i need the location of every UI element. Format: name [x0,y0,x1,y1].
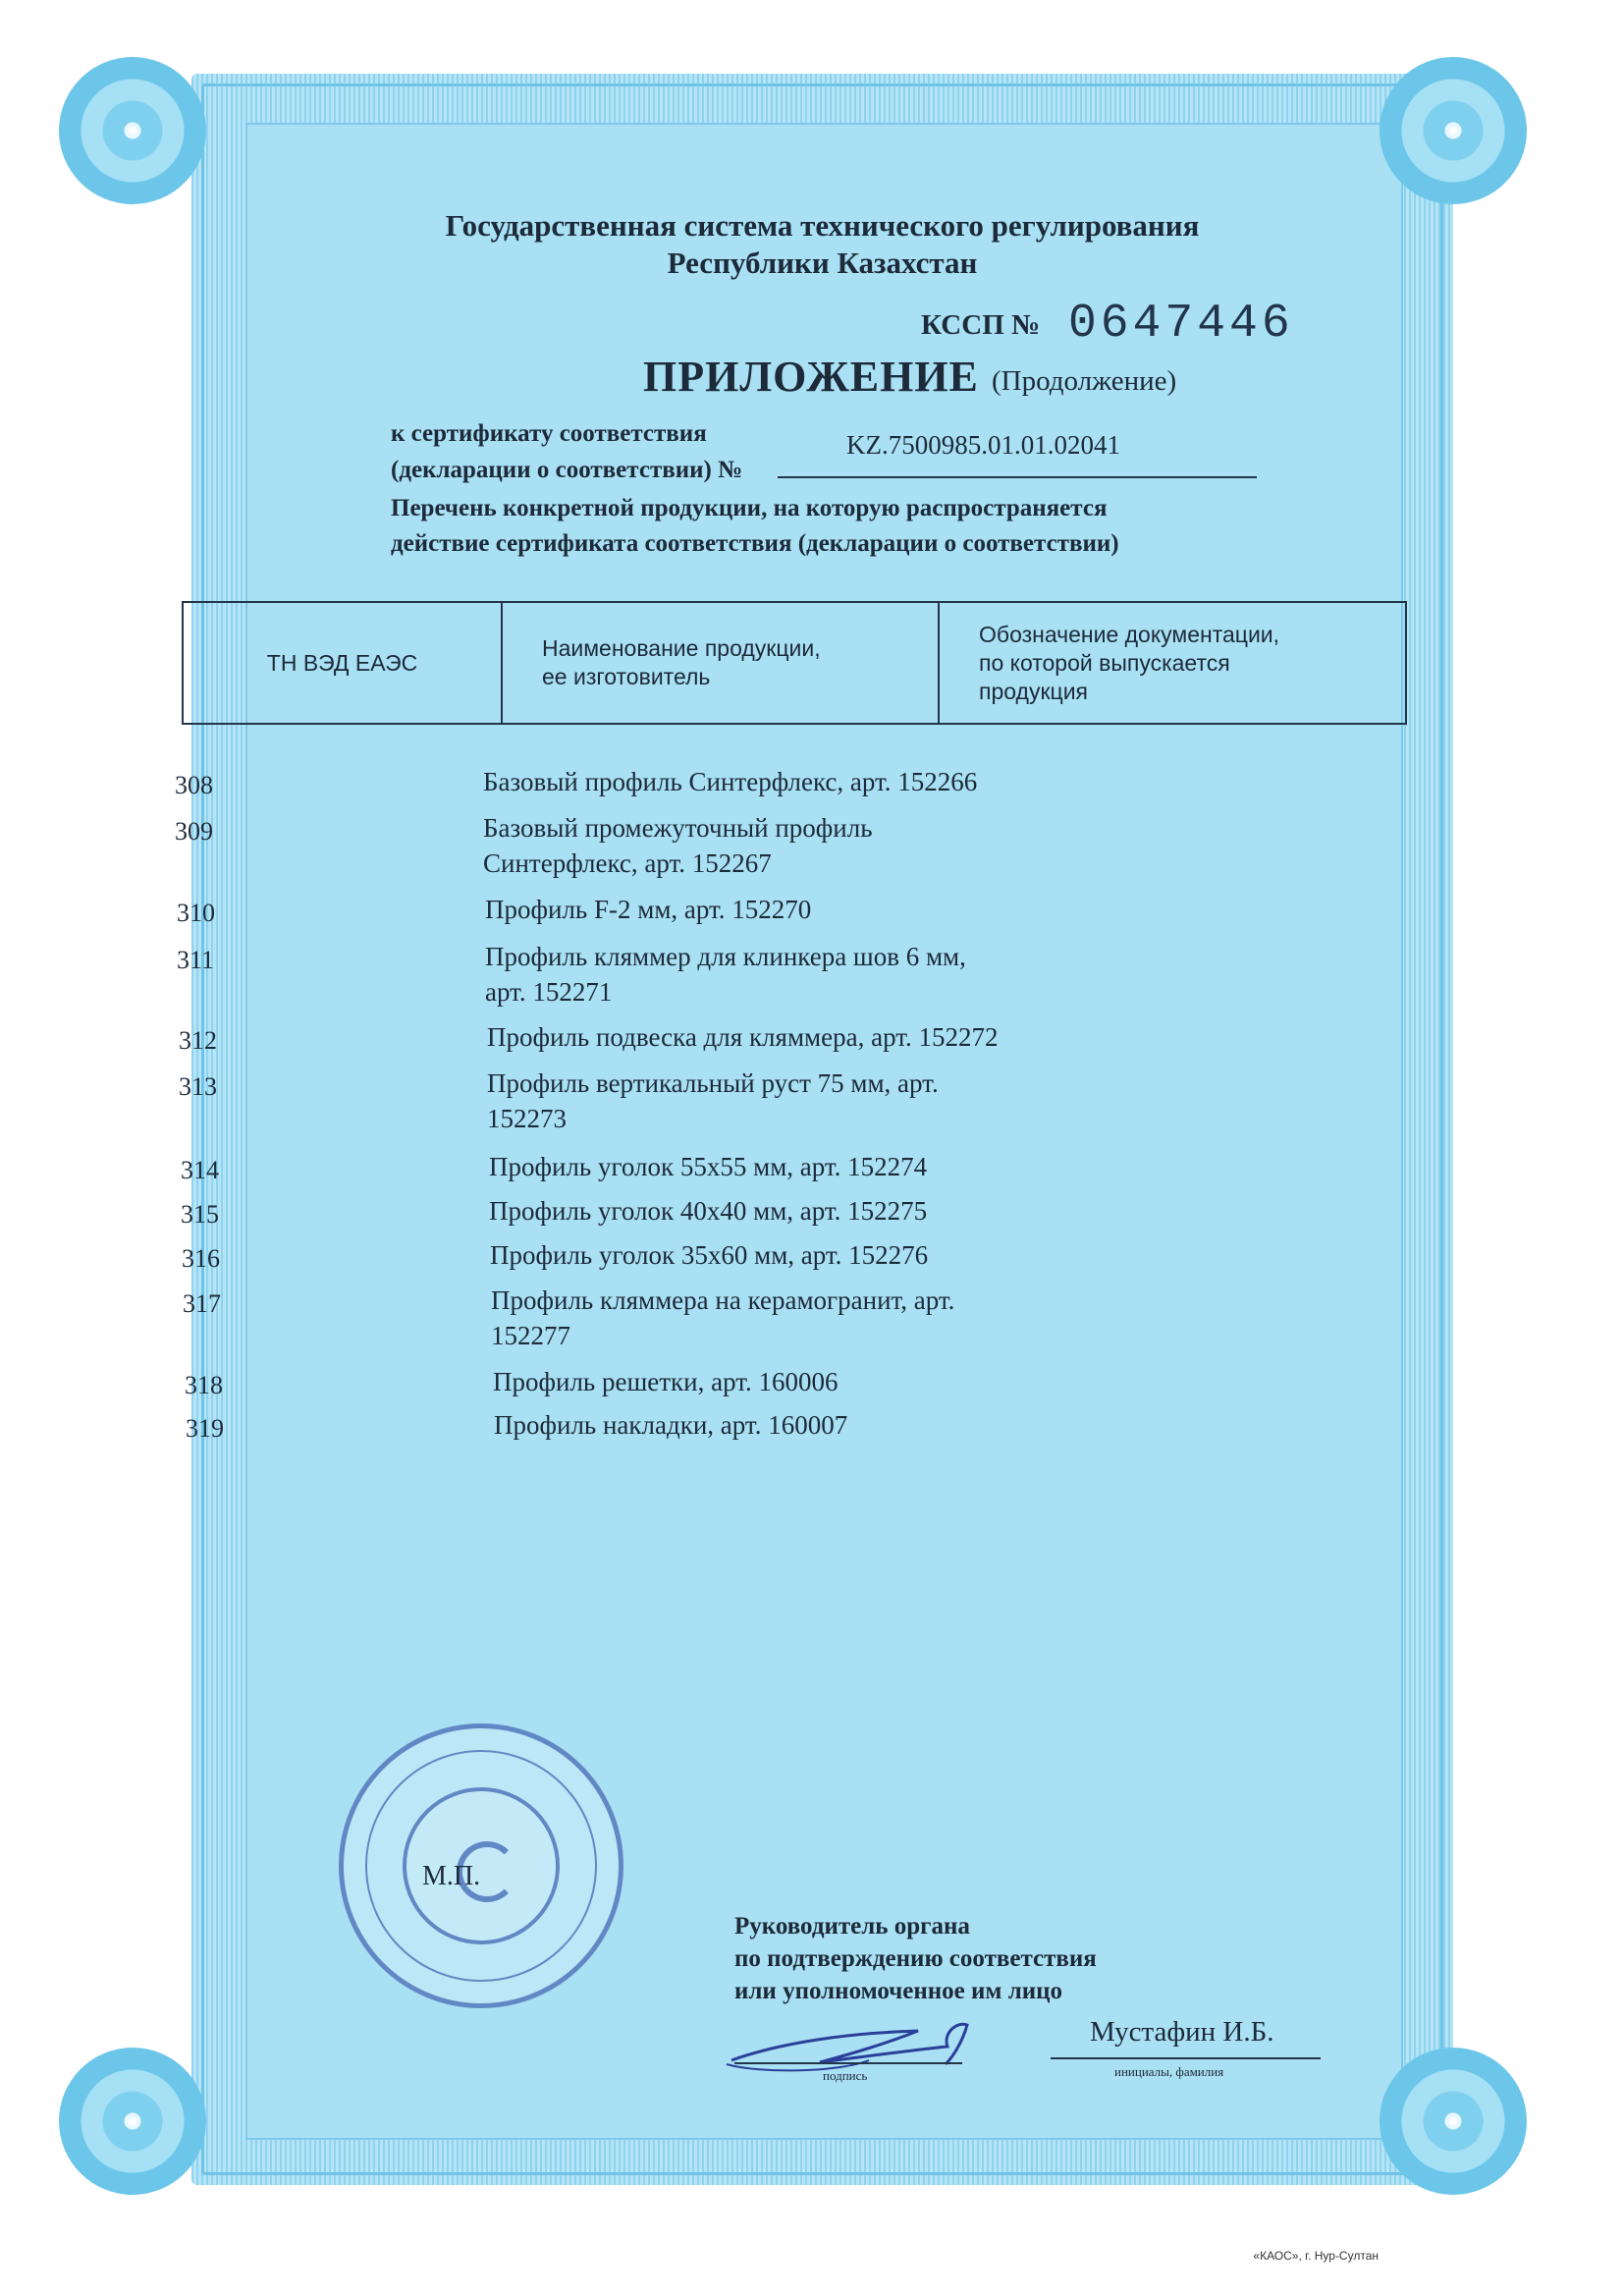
table-header-documentation: Обозначение документации, по которой выпускается продукция [979,621,1280,704]
table-header-product-name: Наименование продукции, ее изготовитель [503,603,940,723]
appendix-continuation: (Продолжение) [992,365,1177,397]
seal-place-label: М.П. [422,1861,481,1891]
signature-line [734,2062,962,2064]
signatory-title-line-1: Руководитель органа [734,1913,970,1940]
name-caption: инициалы, фамилия [1114,2064,1224,2079]
corner-rosette-icon [59,2048,206,2195]
appendix-title: ПРИЛОЖЕНИЕ [643,353,979,401]
official-stamp [339,1723,623,2008]
printer-footer: «КАОС», г. Нур-Султан [1253,2249,1379,2263]
table-header [182,601,1407,725]
product-list-title-line-1: Перечень конкретной продукции, на которую распространяется [391,495,1108,521]
certificate-number: KZ.7500985.01.01.02041 [846,430,1120,460]
corner-rosette-icon [1380,2048,1527,2195]
corner-rosette-icon [59,57,206,204]
name-line [1051,2057,1321,2059]
kssp-label: КССП № [921,309,1041,341]
header-line-1: Государственная система технического регулирования [445,208,1200,243]
signatory-name: Мустафин И.Б. [1090,2016,1274,2048]
certificate-number-underline [778,476,1257,478]
signatory-title-line-2: по подтверждению соответствия [734,1945,1097,1972]
header-line-2: Республики Казахстан [667,246,978,280]
certificate-ref-line-2: (декларации о соответствии) № [391,457,743,483]
table-header-tnved: ТН ВЭД ЕАЭС [184,603,503,723]
signatory-title-line-3: или уполномоченное им лицо [734,1978,1063,2004]
product-list-title-line-2: действие сертификата соответствия (декларации о соответствии) [391,530,1119,557]
kssp-number: 0647446 [1068,298,1294,351]
certificate-ref-line-1: к сертификату соответствия [391,420,707,447]
signature-caption: подпись [823,2068,868,2083]
corner-rosette-icon [1380,57,1527,204]
